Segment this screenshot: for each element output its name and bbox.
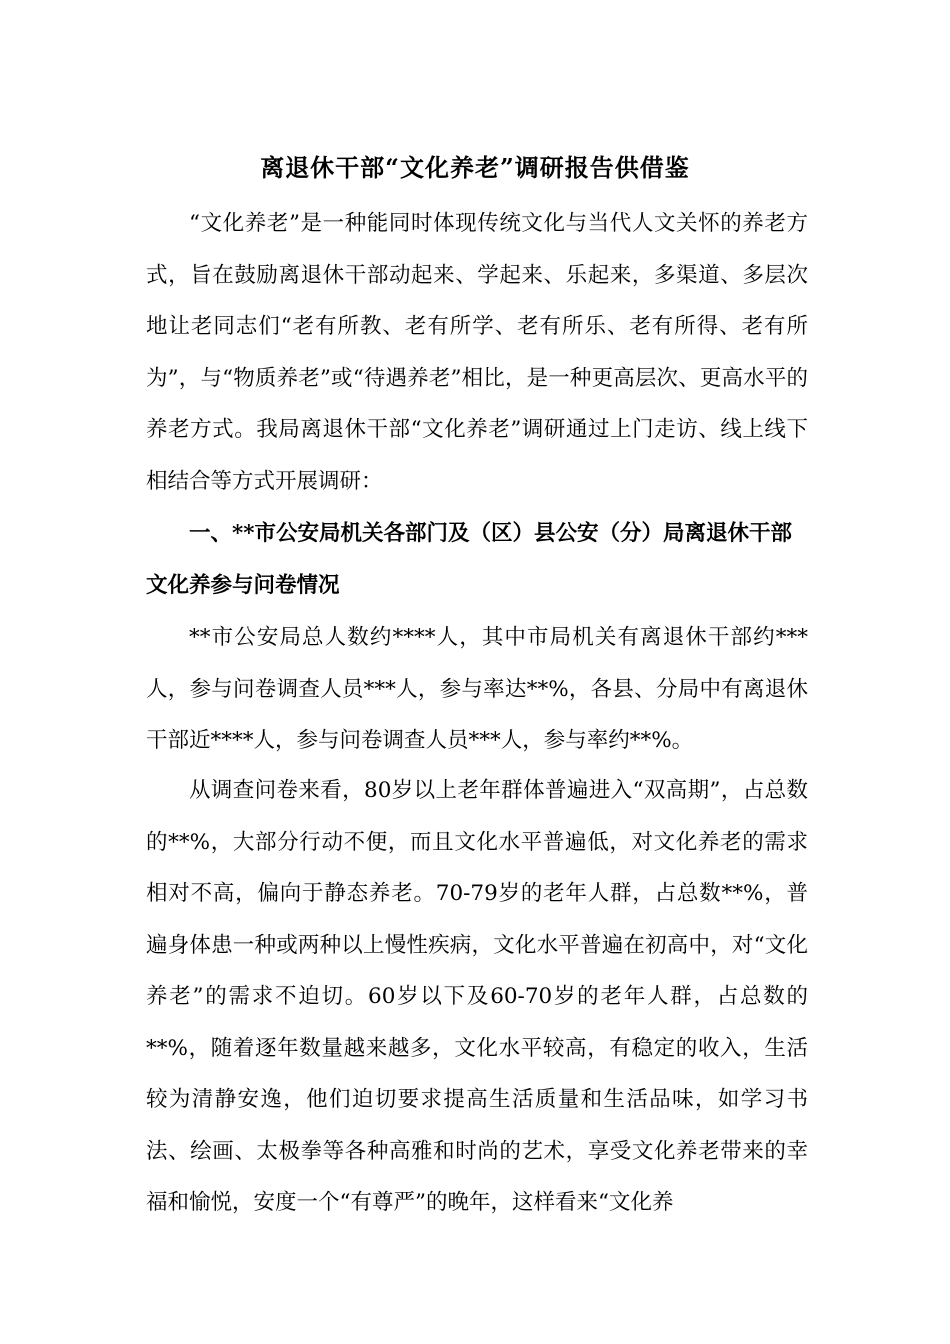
intro-paragraph: “文化养老”是一种能同时体现传统文化与当代人文关怀的养老方式，旨在鼓励离退休干部动起来、学起来、乐起来，多渠道、多层次地让老同志们“老有所教、老有所学、老有所乐、老有所得、老有所为”，与“物质养老”或“待遇养老”相比，是一种更高层次、更高水平的养老方式。我局离退休干部“文化养老”调研通过上门走访、线上线下相结合等方式开展调研： [146,211,808,494]
survey-analysis-paragraph: 从调查问卷来看，80岁以上老年群体普遍进入“双高期”，占总数的**%，大部分行动不便，而且文化水平普遍低，对文化养老的需求相对不高，偏向于静态养老。70-79岁的老年人群，占总数**%，普遍身体患一种或两种以上慢性疾病，文化水平普遍在初高中，对“文化养老”的需求不迫切。60岁以下及60-70岁的老年人群，占总数的**%，随着逐年数量越来越多，文化水平较高，有稳定的收入，生活较为清静安逸，他们迫切要求提高生活质量和生活品味，如学习书法、绘画、太极拳等各种高雅和时尚的艺术，享受文化养老带来的幸福和愉悦，安度一个“有尊严”的晚年，这样看来“文化养 [146,778,808,1215]
document-title: 离退休干部“文化养老”调研报告供借鉴 [260,153,690,182]
section-heading: 一、**市公安局机关各部门及（区）县公安（分）局离退休干部文化养参与问卷情况 [146,521,792,598]
statistics-paragraph: **市公安局总人数约****人，其中市局机关有离退休干部约***人，参与问卷调查人员***人，参与率达**%，各县、分局中有离退休干部近****人，参与问卷调查人员***人，参与率约**%。 [146,625,808,753]
